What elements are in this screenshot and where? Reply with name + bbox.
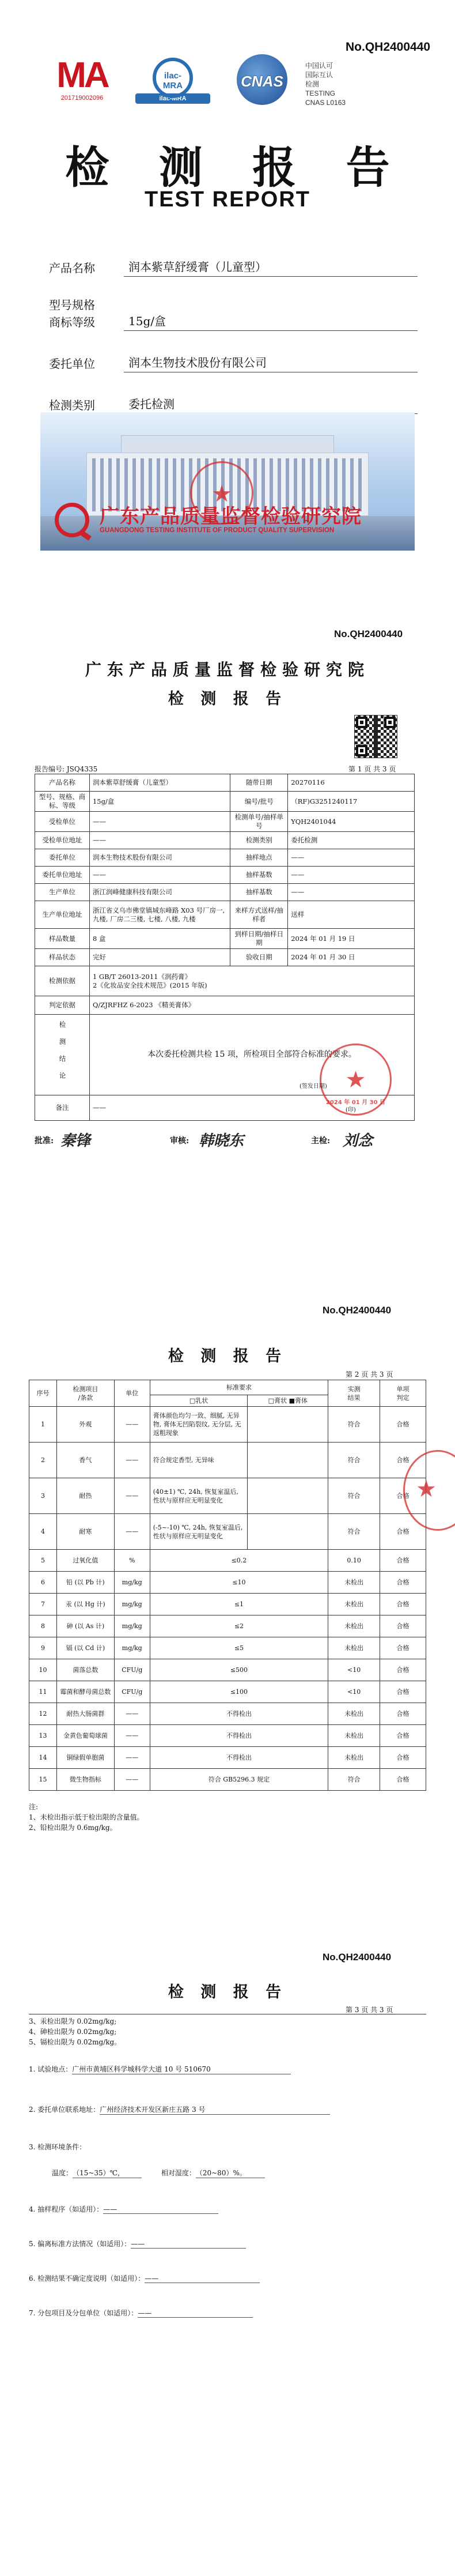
page-indicator: 第 2 页 共 3 页 [346, 1370, 393, 1379]
result-row [29, 1478, 426, 1514]
environment-heading: 3. 检测环境条件： [29, 2143, 86, 2151]
result-no: 8 [29, 1615, 57, 1637]
summary-row [35, 774, 415, 792]
field-label: 生产单位地址 [35, 901, 90, 929]
result-unit: —— [114, 1725, 150, 1747]
field-label: 产品名称 [35, 774, 90, 792]
result-row [29, 1637, 426, 1659]
report-number: No.QH2400440 [346, 40, 431, 54]
inspection-seal: ★ 2024 年 01 月 30 日 [320, 1044, 392, 1116]
cover-title-cn: 检 测 报 告 [65, 142, 407, 193]
note-line: 4、砷检出限为 0.02mg/kg; [29, 2028, 117, 2036]
result-row [29, 1407, 426, 1443]
result-item: 微生物指标 [56, 1769, 114, 1791]
result-item: 镉 (以 Cd 计) [56, 1637, 114, 1659]
page-indicator: 第 3 页 共 3 页 [346, 2006, 393, 2014]
report-page-1 [0, 600, 455, 1231]
field-value: —— [89, 812, 230, 832]
result-verdict: 合格 [380, 1550, 426, 1572]
summary-row [35, 792, 415, 812]
page-title: 检 测 报 告 [168, 690, 287, 708]
environment-values: 温度：（15~35）℃， 相对湿度：（20~80）%。 [52, 2168, 265, 2178]
result-judge: 未检出 [328, 1725, 380, 1747]
result-unit: mg/kg [114, 1615, 150, 1637]
institute-banner [55, 500, 400, 547]
result-item: 香气 [56, 1443, 114, 1478]
field-value: —— [89, 832, 230, 849]
cma-logo: MA 201719002096 [56, 55, 108, 101]
result-unit: mg/kg [114, 1572, 150, 1594]
result-judge: 符合 [328, 1769, 380, 1791]
result-judge: 未检出 [328, 1615, 380, 1637]
results-head: 序号 检测项目 /条款 单位 标准要求 实测 结果 单项 判定 [29, 1380, 426, 1395]
uncertainty-statement: 6. 检测结果不确定度说明（如适用）：—— [29, 2273, 260, 2283]
summary-row [35, 884, 415, 901]
result-judge: 未检出 [328, 1747, 380, 1769]
result-unit: mg/kg [114, 1594, 150, 1615]
result-req: 符合规定香型, 无异味 [150, 1443, 248, 1478]
page-title: 检 测 报 告 [168, 1983, 287, 2001]
field-label: 来样方式送样/抽样者 [230, 901, 288, 929]
result-unit: CFU/g [114, 1681, 150, 1703]
basis-row: 检测依据 1 GB/T 26013-2011《润药膏》 2《化妆品安全技术规范》(2015 年版) [35, 966, 415, 996]
inspector-label: 主检: [311, 1136, 331, 1146]
result-item: 汞 (以 Hg 计) [56, 1594, 114, 1615]
field-value: 15g/盒 [89, 792, 230, 812]
field-product-name: 产品名称 润本紫草舒缓膏（儿童型） [49, 242, 418, 277]
result-req: (-5~-10) ℃, 24h, 恢复室温后, 性状与原样应无明显变化 [150, 1514, 248, 1550]
standard-row: 判定依据 Q/ZJRFHZ 6-2023 《精美膏体》 [35, 996, 415, 1015]
field-value: —— [288, 849, 415, 867]
result-row [29, 1725, 426, 1747]
result-no: 7 [29, 1594, 57, 1615]
report-number: No.QH2400440 [323, 1952, 392, 1963]
official-seal: ★ [190, 461, 253, 525]
field-label: 随带日期 [230, 774, 288, 792]
result-no: 15 [29, 1769, 57, 1791]
field-label: 验收日期 [230, 949, 288, 966]
field-value: 润本生物技术股份有限公司 [89, 849, 230, 867]
result-judge: <10 [328, 1659, 380, 1681]
result-item: 菌落总数 [56, 1659, 114, 1681]
result-item: 耐热大肠菌群 [56, 1703, 114, 1725]
result-unit: —— [114, 1478, 150, 1514]
page-seam-seal: ★ [403, 1450, 455, 1531]
report-number: No.QH2400440 [334, 628, 403, 639]
detection-limit-notes [29, 2016, 121, 2047]
result-verdict: 合格 [380, 1747, 426, 1769]
note-line: 5、镉检出限为 0.02mg/kg。 [29, 2038, 122, 2046]
result-req: 不得检出 [150, 1747, 328, 1769]
summary-row [35, 812, 415, 832]
cover-title-en: TEST REPORT [144, 187, 311, 212]
field-value: 完好 [89, 949, 230, 966]
result-req: 膏体颜色均匀一致、细腻, 无异物, 膏体无凹陷裂纹, 无分层, 无返粗现象 [150, 1407, 248, 1443]
qr-code[interactable] [354, 715, 397, 758]
result-no: 12 [29, 1703, 57, 1725]
result-result [248, 1478, 328, 1514]
field-value: 委托检测 [288, 832, 415, 849]
field-label: 受检单位 [35, 812, 90, 832]
field-label: 抽样地点 [230, 849, 288, 867]
result-item: 耐热 [56, 1478, 114, 1514]
result-row [29, 1747, 426, 1769]
result-item: 耐寒 [56, 1514, 114, 1550]
field-label: 到样日期/抽样日期 [230, 929, 288, 949]
test-location: 1. 试验地点：广州市黄埔区科学城科学大道 10 号 510670 [29, 2064, 291, 2074]
results-table [29, 1380, 426, 1791]
ilac-mra-logo: ilac-MRA ilac-MRA [135, 58, 210, 104]
result-judge: 未检出 [328, 1594, 380, 1615]
field-label: 委托单位地址 [35, 867, 90, 884]
field-value: 浙江省义乌市佛堂镇城东峰路 X03 号厂房一, 九楼, 厂房二三楼, 七楼, 八楼, 九楼 [89, 901, 230, 929]
field-client: 委托单位 润本生物技术股份有限公司 [49, 331, 418, 372]
result-req: ≤500 [150, 1659, 328, 1681]
field-value: 润本紫草舒缓膏（儿童型） [89, 774, 230, 792]
client-address: 2. 委托单位联系地址：广州经济技术开发区新庄五路 3 号 [29, 2104, 330, 2115]
note-line: 注: [29, 1803, 39, 1811]
result-judge: 符合 [328, 1514, 380, 1550]
result-req: 不得检出 [150, 1703, 328, 1725]
summary-row [35, 849, 415, 867]
field-label: 生产单位 [35, 884, 90, 901]
result-no: 4 [29, 1514, 57, 1550]
result-unit: CFU/g [114, 1659, 150, 1681]
result-unit: —— [114, 1514, 150, 1550]
field-label: 型号、规格、商标、等级 [35, 792, 90, 812]
result-result [248, 1407, 328, 1443]
method-deviation: 5. 偏离标准方法情况（如适用）：—— [29, 2239, 246, 2249]
note-line: 3、汞检出限为 0.02mg/kg; [29, 2017, 117, 2025]
result-req: ≤100 [150, 1681, 328, 1703]
note-line: 2、铅检出限为 0.6mg/kg。 [29, 1824, 117, 1832]
institute-name-cn: 广东产品质量监督检验研究院 [100, 505, 362, 528]
results-subhead: □乳状 □膏状 ■膏体 [29, 1395, 426, 1407]
cnas-caption: 中国认可 国际互认 检测 TESTING CNAS L0163 [305, 62, 346, 107]
result-item: 金黄色葡萄球菌 [56, 1725, 114, 1747]
org-title: 广东产品质量监督检验研究院 [85, 660, 370, 679]
result-no: 10 [29, 1659, 57, 1681]
result-req: 不得检出 [150, 1725, 328, 1747]
result-item: 砷 (以 As 计) [56, 1615, 114, 1637]
field-label: 抽样基数 [230, 884, 288, 901]
result-verdict: 合格 [380, 1637, 426, 1659]
result-row [29, 1550, 426, 1572]
result-unit: mg/kg [114, 1637, 150, 1659]
result-no: 1 [29, 1407, 57, 1443]
approver-signature: 秦锋 [60, 1132, 91, 1150]
conclusion-row: 检测结论 本次委托检测共检 15 项，所检项目全部符合标准的要求。 [35, 1015, 415, 1095]
institute-name-en: GUANGDONG TESTING INSTITUTE OF PRODUCT QUALITY SUPERVISION [100, 527, 335, 534]
result-unit: —— [114, 1443, 150, 1478]
result-verdict: 合格 [380, 1443, 426, 1478]
field-test-category: 检测类别 委托检测 [49, 372, 418, 414]
result-item: 外观 [56, 1407, 114, 1443]
field-value: （RF)G3251240117 [288, 792, 415, 812]
result-row [29, 1514, 426, 1550]
result-item: 霉菌和酵母菌总数 [56, 1681, 114, 1703]
accreditation-logos [46, 52, 415, 115]
field-value: YQH2401044 [288, 812, 415, 832]
page-indicator: 第 1 页 共 3 页 [348, 765, 396, 773]
result-req: 符合 GB5296.3 规定 [150, 1769, 328, 1791]
cnas-logo: CNAS [225, 54, 299, 105]
result-judge: 未检出 [328, 1572, 380, 1594]
summary-row [35, 929, 415, 949]
field-label: 样品状态 [35, 949, 90, 966]
result-req: ≤2 [150, 1615, 328, 1637]
field-value: 送样 [288, 901, 415, 929]
field-value: 2024 年 01 月 30 日 [288, 949, 415, 966]
field-value: 8 盒 [89, 929, 230, 949]
result-no: 11 [29, 1681, 57, 1703]
report-page-3 [0, 1905, 455, 2576]
report-number: No.QH2400440 [323, 1305, 392, 1316]
result-result [248, 1514, 328, 1550]
field-value: —— [288, 867, 415, 884]
summary-row [35, 949, 415, 966]
summary-row [35, 832, 415, 849]
result-row [29, 1769, 426, 1791]
result-req: ≤10 [150, 1572, 328, 1594]
field-label: 委托单位 [35, 849, 90, 867]
result-verdict: 合格 [380, 1594, 426, 1615]
result-req: ≤0.2 [150, 1550, 328, 1572]
sampling-procedure: 4. 抽样程序（如适用）：—— [29, 2204, 218, 2214]
page-title: 检 测 报 告 [168, 1347, 287, 1365]
subcontract-items: 7. 分包项目及分包单位（如适用）：—— [29, 2308, 253, 2318]
field-label: 抽样基数 [230, 867, 288, 884]
seal-mark: (印) [346, 1107, 356, 1113]
result-verdict: 合格 [380, 1615, 426, 1637]
field-value: —— [288, 884, 415, 901]
result-result [248, 1443, 328, 1478]
result-judge: 符合 [328, 1443, 380, 1478]
field-label: 检测单号/抽样单号 [230, 812, 288, 832]
result-no: 5 [29, 1550, 57, 1572]
result-row [29, 1703, 426, 1725]
result-verdict: 合格 [380, 1703, 426, 1725]
cover-fields [49, 242, 418, 414]
result-req: ≤5 [150, 1637, 328, 1659]
result-unit: —— [114, 1747, 150, 1769]
result-no: 14 [29, 1747, 57, 1769]
field-value: —— [89, 867, 230, 884]
result-judge: 未检出 [328, 1703, 380, 1725]
result-row [29, 1594, 426, 1615]
result-row [29, 1659, 426, 1681]
report-page-2 [0, 1231, 455, 1905]
result-unit: % [114, 1550, 150, 1572]
report-code: 报告编号: JSQ4335 [35, 765, 98, 773]
result-verdict: 合格 [380, 1659, 426, 1681]
summary-row [35, 867, 415, 884]
result-unit: —— [114, 1769, 150, 1791]
result-verdict: 合格 [380, 1407, 426, 1443]
result-no: 6 [29, 1572, 57, 1594]
result-judge: <10 [328, 1681, 380, 1703]
field-label: 受检单位地址 [35, 832, 90, 849]
result-verdict: 合格 [380, 1514, 426, 1550]
field-label: 样品数量 [35, 929, 90, 949]
result-judge: 未检出 [328, 1637, 380, 1659]
result-judge: 符合 [328, 1407, 380, 1443]
result-judge: 符合 [328, 1478, 380, 1514]
result-item: 铜绿假单胞菌 [56, 1747, 114, 1769]
result-verdict: 合格 [380, 1572, 426, 1594]
field-value: 浙江润峰健康科技有限公司 [89, 884, 230, 901]
result-item: 过氧化值 [56, 1550, 114, 1572]
seal-issue-label: (签发日期) [299, 1083, 327, 1090]
result-no: 3 [29, 1478, 57, 1514]
result-no: 2 [29, 1443, 57, 1478]
result-item: 铅 (以 Pb 计) [56, 1572, 114, 1594]
result-row [29, 1681, 426, 1703]
institute-q-logo [55, 503, 89, 537]
result-unit: —— [114, 1407, 150, 1443]
results-notes [29, 1802, 144, 1833]
result-row [29, 1443, 426, 1478]
cover-page [0, 0, 455, 600]
result-unit: —— [114, 1703, 150, 1725]
approver-label: 批准: [35, 1136, 54, 1146]
remark-row: 备注 —— [35, 1095, 415, 1121]
result-no: 13 [29, 1725, 57, 1747]
result-req: ≤1 [150, 1594, 328, 1615]
inspector-signature: 刘念 [343, 1132, 373, 1150]
result-row [29, 1572, 426, 1594]
result-judge: 0.10 [328, 1550, 380, 1572]
result-verdict: 合格 [380, 1725, 426, 1747]
reviewer-signature: 韩晓东 [199, 1132, 244, 1150]
reviewer-label: 审核: [170, 1136, 189, 1146]
result-req: (40±1) ℃, 24h, 恢复室温后, 性状与原样应无明显变化 [150, 1478, 248, 1514]
field-value: 20270116 [288, 774, 415, 792]
field-value: 2024 年 01 月 19 日 [288, 929, 415, 949]
summary-row [35, 901, 415, 929]
result-verdict: 合格 [380, 1681, 426, 1703]
result-verdict: 合格 [380, 1769, 426, 1791]
field-model-spec: 型号规格 商标等级 15g/盒 [49, 277, 418, 331]
field-label: 编号/批号 [230, 792, 288, 812]
note-line: 1、未检出指示低于检出限的含量值。 [29, 1813, 144, 1821]
field-label: 检测类别 [230, 832, 288, 849]
result-verdict: 合格 [380, 1478, 426, 1514]
result-row [29, 1615, 426, 1637]
result-no: 9 [29, 1637, 57, 1659]
